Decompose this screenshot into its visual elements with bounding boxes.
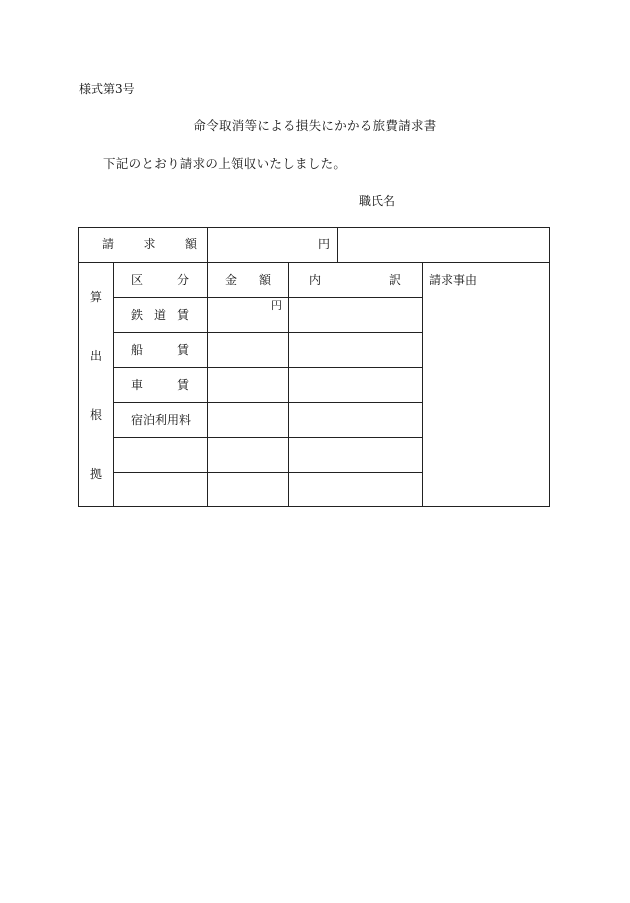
basis-label-2: 出 [90,349,103,363]
amount-entry-area[interactable] [209,299,287,505]
divider-claim-row [78,262,550,263]
document-title: 命令取消等による損失にかかる旅費請求書 [193,118,437,133]
divider-claim-extra [337,227,338,262]
divider-side-label [113,262,114,507]
basis-label-4: 拠 [90,467,103,481]
amount-unit-yen: 円 [271,299,282,312]
column-header-category: 区 分 [131,273,189,287]
basis-label-3: 根 [90,408,103,422]
column-header-reason: 請求事由 [429,273,478,287]
name-label: 職氏名 [359,194,396,208]
column-header-amount: 金 額 [225,273,271,287]
details-entry-area[interactable] [290,299,421,505]
divider-reason-col [422,262,423,507]
receipt-statement: 下記のとおり請求の上領収いたしました。 [103,156,347,171]
claim-amount-field[interactable] [209,229,335,260]
reason-entry-area[interactable] [424,290,548,505]
divider-row-1 [113,297,422,298]
divider-details-col [288,262,289,507]
row-label-vehicle: 車 賃 [131,378,189,392]
row-label-ship: 船 賃 [131,343,189,357]
column-header-details: 内 訳 [309,273,401,287]
basis-label-1: 算 [90,290,103,304]
claim-amount-yen: 円 [318,237,331,251]
row-label-lodging: 宿泊利用料 [131,413,192,427]
row-label-railway: 鉄 道 賃 [131,308,189,322]
form-number: 様式第3号 [79,82,135,96]
claim-amount-label: 請 求 額 [102,237,197,251]
divider-amount-col [207,227,208,507]
